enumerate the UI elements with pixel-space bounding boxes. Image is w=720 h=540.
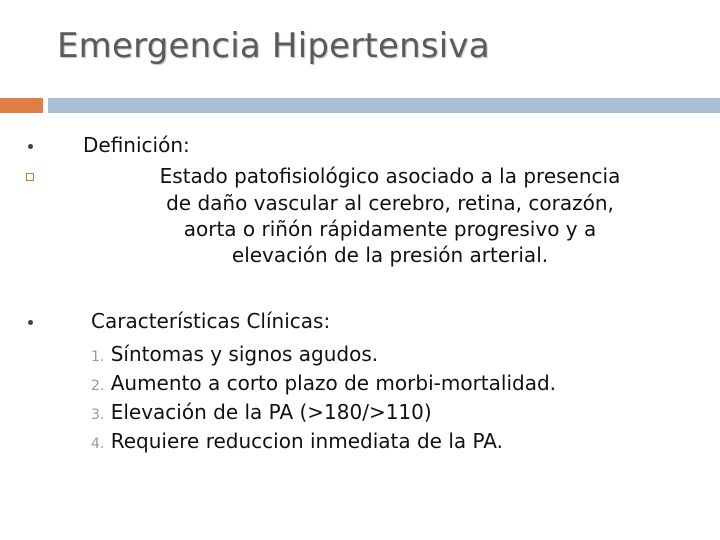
list-number: 1. xyxy=(91,349,105,365)
characteristics-heading: Características Clínicas: xyxy=(91,309,331,333)
list-item xyxy=(91,398,432,430)
list-item xyxy=(91,427,503,459)
square-bullet-icon xyxy=(26,173,34,181)
accent-bar-orange xyxy=(0,98,43,113)
list-item xyxy=(91,340,378,372)
list-number: 2. xyxy=(91,378,105,394)
definition-line: elevación de la presión arterial. xyxy=(231,243,549,267)
definition-line: Estado patofisiológico asociado a la presencia xyxy=(159,164,621,188)
list-item-text: Síntomas y signos agudos. xyxy=(110,342,379,366)
list-item-text: Aumento a corto plazo de morbi-mortalidad. xyxy=(110,371,557,395)
bullet-dot-icon xyxy=(28,144,33,149)
list-item-text: Requiere reduccion inmediata de la PA. xyxy=(110,429,503,453)
list-number: 4. xyxy=(91,436,105,452)
bullet-dot-icon xyxy=(28,320,33,325)
accent-bar-blue xyxy=(48,98,720,113)
list-item xyxy=(91,369,556,401)
definition-line: aorta o riñón rápidamente progresivo y a xyxy=(183,217,597,241)
definition-heading: Definición: xyxy=(83,133,190,157)
definition-line: de daño vascular al cerebro, retina, corazón, xyxy=(166,191,614,215)
slide-title: Emergencia Hipertensiva xyxy=(57,26,490,66)
list-item-text: Elevación de la PA (>180/>110) xyxy=(110,400,432,424)
list-number: 3. xyxy=(91,407,105,423)
